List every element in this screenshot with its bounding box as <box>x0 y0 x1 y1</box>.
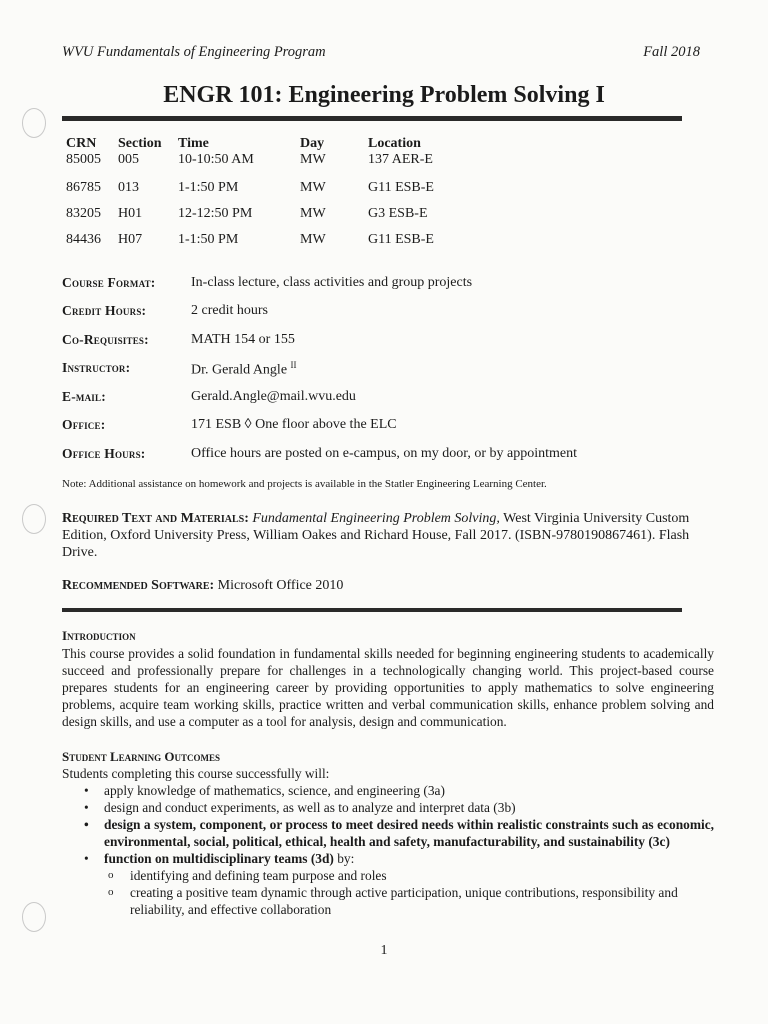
table-cell: 10-10:50 AM <box>178 152 254 167</box>
info-label: Course Format: <box>62 275 156 290</box>
recommended-software <box>62 577 712 594</box>
sub-item-text: creating a positive team dynamic through active participation, unique contributions, responsibility and reliability, and effective collaboration <box>130 885 678 917</box>
table-cell: 12-12:50 PM <box>178 206 253 221</box>
bullet-icon: • <box>84 783 89 798</box>
table-cell: 1-1:50 PM <box>178 180 239 195</box>
table-cell: G11 ESB-E <box>368 180 434 195</box>
table-cell: H01 <box>118 206 143 221</box>
table-cell: MW <box>300 152 326 167</box>
introduction-heading: Introduction <box>62 628 136 643</box>
info-value: MATH 154 or 155 <box>191 332 295 347</box>
table-cell: 86785 <box>66 180 101 195</box>
outcomes-heading: Student Learning Outcomes <box>62 749 221 764</box>
list-item-suffix: by: <box>333 851 355 866</box>
bullet-icon: • <box>84 851 89 866</box>
program-name: WVU Fundamentals of Engineering Program <box>62 44 326 60</box>
column-header: Time <box>178 136 209 151</box>
table-row <box>66 181 488 207</box>
sub-item-text: identifying and defining team purpose and roles <box>130 868 387 883</box>
table-cell: 83205 <box>66 206 101 221</box>
table-row <box>66 153 488 181</box>
table-cell: 137 AER-E <box>368 152 433 167</box>
table-cell: 013 <box>118 180 139 195</box>
table-cell: 85005 <box>66 152 101 167</box>
bullet-icon: • <box>84 817 89 832</box>
info-label: Office Hours: <box>62 446 146 461</box>
section-divider <box>62 608 682 612</box>
table-cell: 005 <box>118 152 139 167</box>
term: Fall 2018 <box>643 44 700 60</box>
table-cell: G11 ESB-E <box>368 232 434 247</box>
info-label: E-mail: <box>62 389 106 404</box>
table-row <box>66 207 488 233</box>
table-cell: MW <box>300 232 326 247</box>
info-label: Office: <box>62 417 106 432</box>
column-header: CRN <box>66 136 97 151</box>
table-cell: MW <box>300 206 326 221</box>
info-value: Gerald.Angle@mail.wvu.edu <box>191 389 356 404</box>
circle-bullet-icon: o <box>108 869 114 881</box>
page-number: 1 <box>380 943 388 958</box>
column-header: Section <box>118 136 162 151</box>
table-cell: G3 ESB-E <box>368 206 428 221</box>
list-item <box>62 850 714 918</box>
list-item-text: design and conduct experiments, as well as to analyze and interpret data (3b) <box>104 800 516 815</box>
instructor-superscript: II <box>290 360 297 370</box>
info-label: Credit Hours: <box>62 303 147 318</box>
instructor-name: Dr. Gerald Angle <box>191 362 288 378</box>
outcomes-list <box>62 782 714 918</box>
info-value: Office hours are posted on e-campus, on my door, or by appointment <box>191 446 578 461</box>
list-item-text: design a system, component, or process to meet desired needs within realistic constraints such as economic, environmental, social, political, ethical, health and safety, manufacturability, and sustainability (3c) <box>104 817 714 849</box>
circle-bullet-icon: o <box>108 886 114 898</box>
info-value <box>191 360 297 379</box>
info-label: Co-Requisites: <box>62 332 149 347</box>
schedule-table <box>66 137 488 259</box>
team-sublist <box>104 867 714 918</box>
introduction-text: This course provides a solid foundation in fundamental skills needed for beginning engineering students to academically succeed and professionally prepare for challenges in a technologically changing world. This project-based course prepares students for an engineering career by providing opportunities to apply mathematics to solve engineering problems, acquire team working skills, practice written and verbal communication skills, enhance problem solving and design skills, and use a computer as a tool for analysis, design and communication. <box>62 646 714 729</box>
table-cell: 1-1:50 PM <box>178 232 239 247</box>
table-cell: MW <box>300 180 326 195</box>
outcomes-lead: Students completing this course successfully will: <box>62 766 330 781</box>
software-label: Recommended Software: <box>62 578 215 593</box>
info-value: In-class lecture, class activities and group projects <box>191 275 473 290</box>
textbook-details: West Virginia University Custom Edition, Oxford University Press, William Oakes and Richard House, Fall 2017. (ISBN-9780190867461). Flash Drive. <box>62 511 690 560</box>
info-value: 2 credit hours <box>191 303 268 318</box>
table-row <box>66 233 488 259</box>
assistance-note: Note: Additional assistance on homework and projects is available in the Statler Engineering Learning Center. <box>62 478 547 490</box>
textbook-title: Fundamental Engineering Problem Solving, <box>252 511 500 526</box>
column-header: Day <box>300 136 325 151</box>
info-label: Instructor: <box>62 360 131 375</box>
list-item <box>62 816 714 850</box>
list-item <box>62 799 714 816</box>
list-item-text: function on multidisciplinary teams (3d) <box>104 851 334 866</box>
table-cell: H07 <box>118 232 143 247</box>
sub-list-item <box>104 884 714 918</box>
course-title: ENGR 101: Engineering Problem Solving I <box>163 82 605 108</box>
list-item <box>62 782 714 799</box>
bullet-icon: • <box>84 800 89 815</box>
info-value: 171 ESB ◊ One floor above the ELC <box>191 417 397 432</box>
punch-hole <box>22 902 46 932</box>
top-divider <box>62 116 682 121</box>
column-header: Location <box>368 136 421 151</box>
software-value: Microsoft Office 2010 <box>217 578 344 593</box>
sub-list-item <box>104 867 714 884</box>
punch-hole <box>22 108 46 138</box>
punch-hole <box>22 504 46 534</box>
table-header <box>66 137 488 153</box>
table-cell: 84436 <box>66 232 101 247</box>
required-label: Required Text and Materials: <box>62 511 249 526</box>
required-materials <box>62 510 712 561</box>
list-item-text: apply knowledge of mathematics, science, and engineering (3a) <box>104 783 445 798</box>
